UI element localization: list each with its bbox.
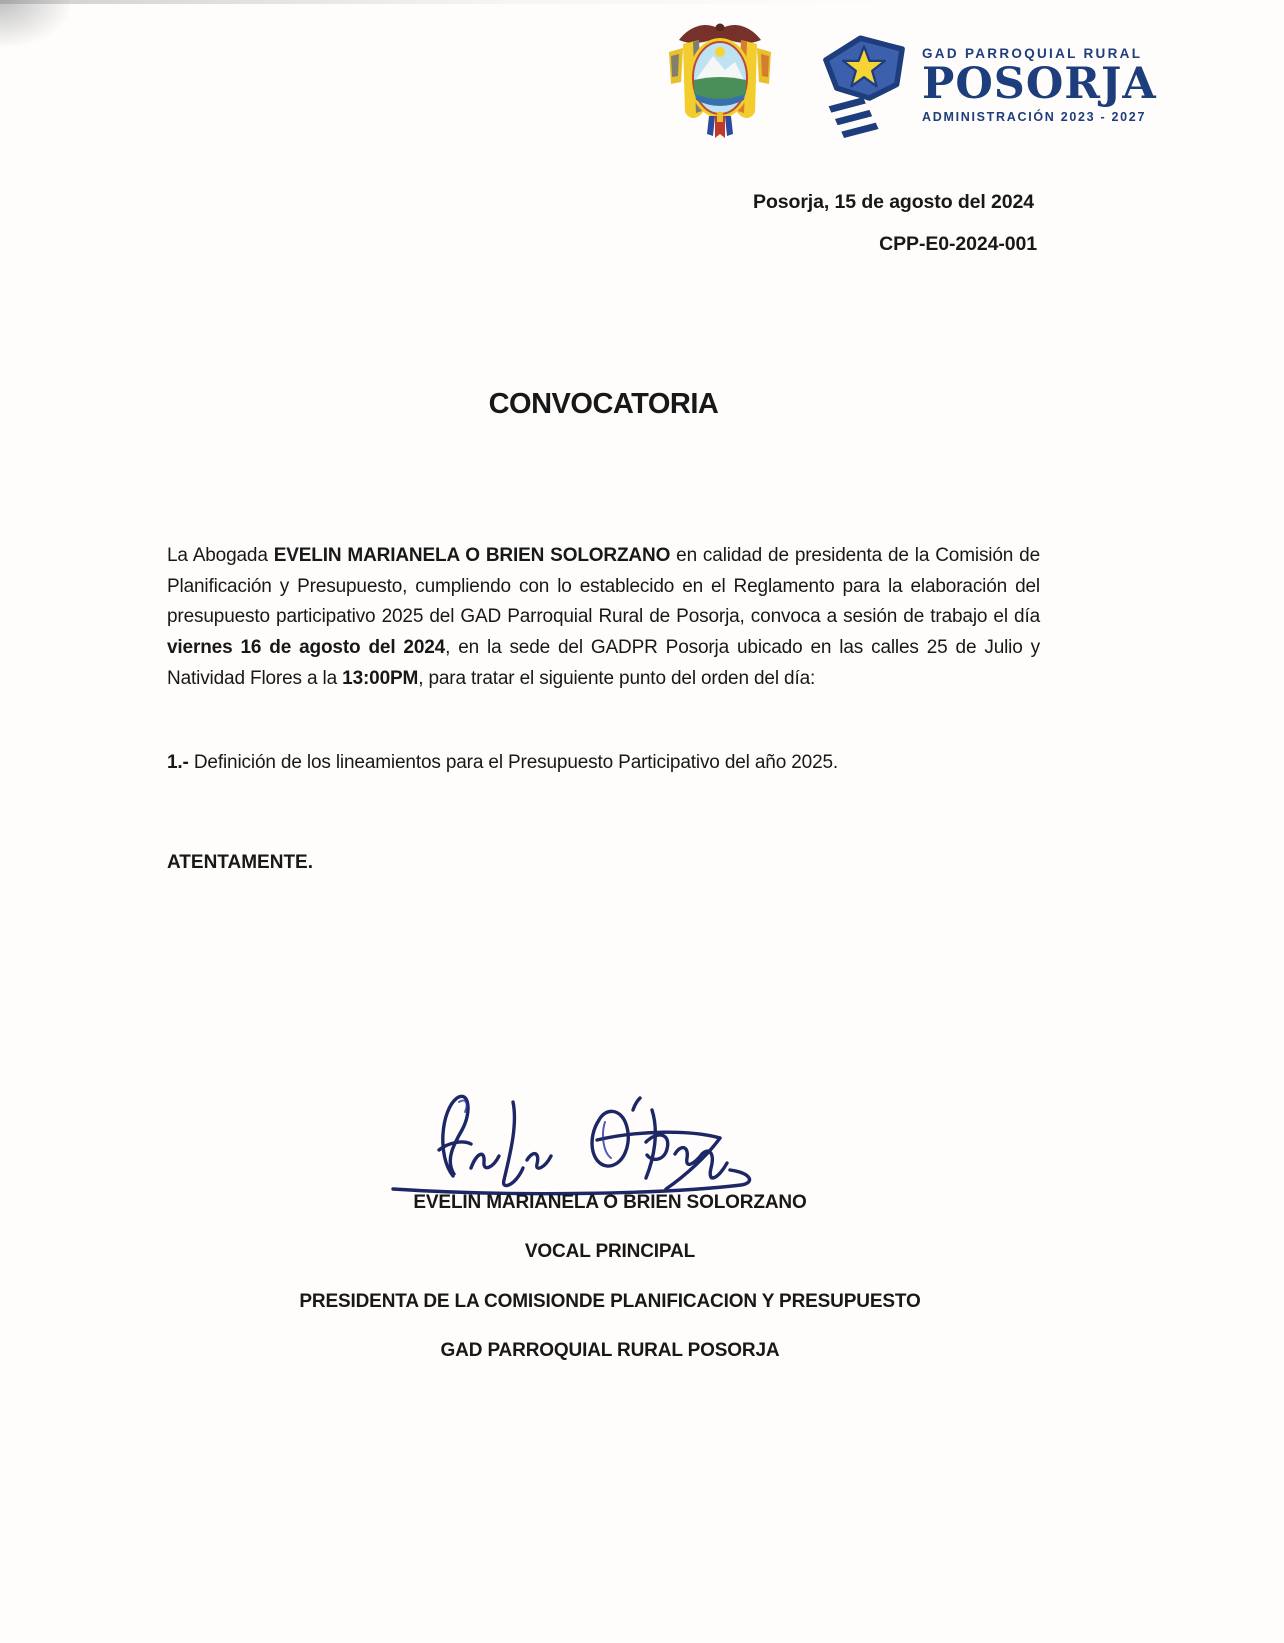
body-bold-date: viernes 16 de agosto del 2024 xyxy=(167,637,446,659)
closing-salutation: ATENTAMENTE. xyxy=(167,852,314,873)
body-text-segment: , para tratar el siguiente punto del orden del día: xyxy=(418,667,816,689)
posorja-badge-icon xyxy=(812,30,916,148)
body-text-segment: , en la sede del GADPR Posorja ubicado en las calles 25 de Julio y Natividad Flores a la xyxy=(167,637,1040,689)
agenda-text: Definición de los lineamientos para el Presupuesto Participativo del año 2025. xyxy=(188,752,839,773)
handwritten-signature-icon xyxy=(375,1058,795,1200)
signer-name: EVELIN MARIANELA O BRIEN SOLORZANO xyxy=(413,1192,807,1213)
logo-line1: GAD PARROQUIAL RURAL xyxy=(922,46,1143,61)
logo-name: POSORJA xyxy=(922,59,1157,109)
body-text-segment: en calidad de presidenta de la Comisión de Planificación y Presupuesto, cumpliendo con lo establecido en el Reglamento para la elaboración del presupuesto participativo 2025 del GAD Parroquial Rural de Posorja, convoca a sesión de trabajo el día xyxy=(167,545,1040,628)
signer-role-vocal: VOCAL PRINCIPAL xyxy=(524,1241,696,1262)
body-text-segment: La Abogada xyxy=(167,545,274,566)
agenda-item xyxy=(167,752,1040,774)
agenda-number: 1.- xyxy=(167,752,189,773)
date-line: Posorja, 15 de agosto del 2024 xyxy=(753,191,1034,213)
logo-line3: ADMINISTRACIÓN 2023 - 2027 xyxy=(922,110,1147,124)
signer-org: GAD PARROQUIAL RURAL POSORJA xyxy=(440,1340,780,1361)
reference-code: CPP-E0-2024-001 xyxy=(879,233,1037,255)
ecuador-coat-of-arms-icon xyxy=(645,16,795,151)
body-bold-name: EVELIN MARIANELA O BRIEN SOLORZANO xyxy=(273,545,671,566)
body-bold-time: 13:00PM xyxy=(342,667,419,689)
body-paragraph xyxy=(167,541,1040,695)
document-title: CONVOCATORIA xyxy=(488,388,719,420)
posorja-logo xyxy=(812,30,1157,148)
posorja-logo-text xyxy=(922,30,1157,148)
signer-role-presidenta: PRESIDENTA DE LA COMISIONDE PLANIFICACION Y PRESUPUESTO xyxy=(299,1291,921,1312)
